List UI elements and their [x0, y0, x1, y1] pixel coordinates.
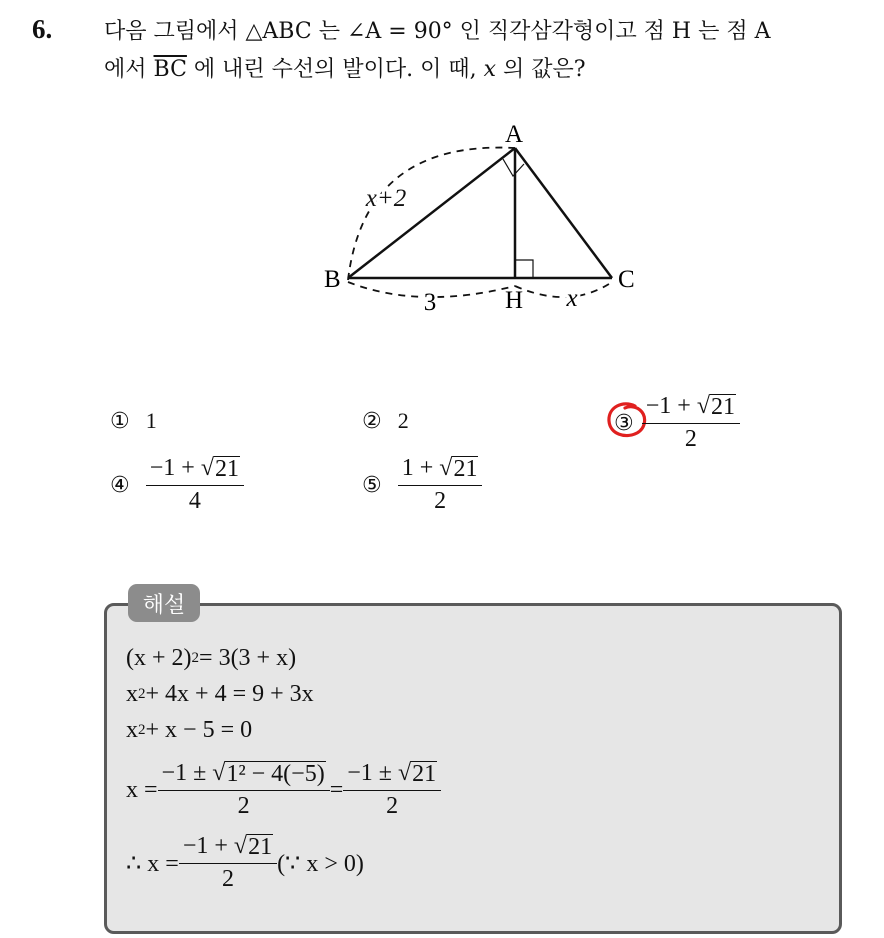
- choice-value: 2: [397, 408, 409, 433]
- label-bh: 3: [423, 289, 437, 316]
- choice-fraction: −1 + √ 21 4: [146, 455, 244, 515]
- choice-number: ④: [110, 472, 130, 498]
- choice-3[interactable]: [614, 393, 740, 453]
- choice-number: ⑤: [362, 472, 382, 498]
- solution-tag: 해설: [128, 584, 200, 622]
- label-ab: x+2: [365, 185, 407, 212]
- question-text-mid: 에 내린 수선의 발이다. 이 때,: [186, 57, 484, 82]
- label-hc: x: [566, 285, 578, 312]
- segment-bc: $\overline{BC}$: [153, 57, 187, 82]
- solution-line-4: x = −1 ± √ 1² − 4(−5) 2 = −1 ± √ 21 2: [126, 760, 441, 820]
- triangle-figure: [310, 110, 650, 320]
- choice-fraction: −1 + √ 21 2: [642, 393, 740, 453]
- choice-fraction: 1 + √ 21 2: [398, 455, 483, 515]
- solution-line-5: ∴ x = −1 + √ 21 2 (∵ x > 0): [126, 833, 364, 892]
- arc-hc: [515, 282, 612, 297]
- fraction-quadratic: −1 ± √ 1² − 4(−5) 2: [158, 760, 330, 820]
- label-a: A: [504, 121, 524, 148]
- choice-5[interactable]: [362, 455, 482, 515]
- question-number: 6.: [32, 14, 53, 44]
- choice-value: 1: [145, 408, 157, 433]
- question-text-post: 의 값은?: [496, 57, 586, 82]
- question-text-pre: 에서: [104, 57, 154, 82]
- label-c: C: [618, 266, 635, 293]
- right-angle-mark-a: [503, 159, 524, 176]
- choice-number: ①: [110, 408, 130, 434]
- fraction-simplified: −1 ± √ 21 2: [343, 760, 441, 820]
- solution-line-3: x 2 + x − 5 = 0: [126, 717, 253, 743]
- right-angle-mark-h: [515, 260, 533, 278]
- variable-x: x: [483, 57, 497, 82]
- question-text-line-1: 다음 그림에서 △ABC 는 ∠A = 90° 인 직각삼각형이고 점 H 는 점 A: [104, 19, 771, 44]
- question-text-line-2: [104, 52, 586, 83]
- choice-4[interactable]: [110, 455, 244, 515]
- label-b: B: [324, 266, 341, 293]
- choice-2[interactable]: [362, 408, 409, 434]
- solution-line-2: x 2 + 4x + 4 = 9 + 3x: [126, 681, 314, 707]
- solution-line-1: (x + 2) 2 = 3(3 + x): [126, 645, 297, 671]
- side-ab: [348, 148, 515, 278]
- label-h: H: [504, 287, 524, 314]
- side-ac: [515, 148, 612, 278]
- fraction-answer: −1 + √ 21 2: [179, 833, 277, 893]
- choice-number: ③: [614, 410, 634, 436]
- choice-number: ②: [362, 408, 382, 434]
- choice-1[interactable]: [110, 408, 157, 434]
